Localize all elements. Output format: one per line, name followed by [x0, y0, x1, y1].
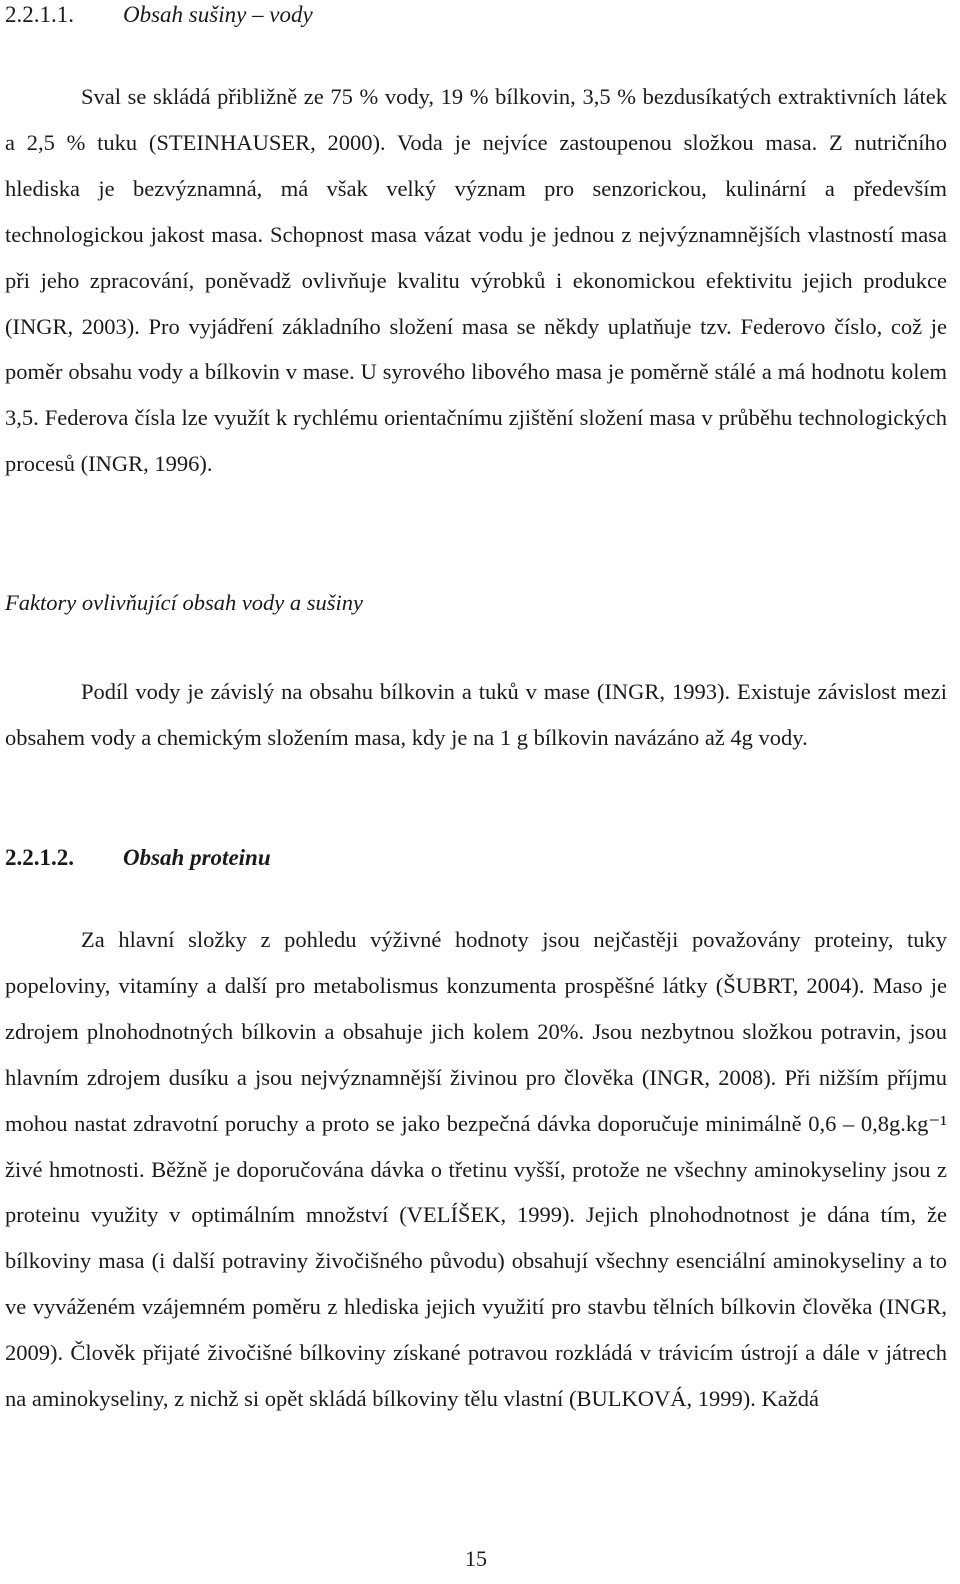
body-paragraph: Podíl vody je závislý na obsahu bílkovin a tuků v mase (INGR, 1993). Existuje závislost mezi obsahem vody a chemickým složením masa, kdy je na 1 g bílkovin navázáno až 4g vody. [5, 679, 947, 750]
body-paragraph: Sval se skládá přibližně ze 75 % vody, 19 % bílkovin, 3,5 % bezdusíkatých extraktivních látek a 2,5 % tuku (STEINHAUSER, 2000). Voda je nejvíce zastoupenou složkou masa. Z nutričního hlediska je bezvýznamná, má však velký význam pro senzorickou, kulinární a především technologickou jakost masa. Schopnost masa vázat vodu je jednou z nejvýznamnějších vlastností masa při jeho zpracování, poněvadž ovlivňuje kvalitu výrobků i ekonomickou efektivitu jejich produkce (INGR, 2003). Pro vyjádření základního složení masa se někdy uplatňuje tzv. Federovo číslo, což je poměr obsahu vody a bílkovin v mase. U syrového libového masa je poměrně stálé a má hodnotu kolem 3,5. Federova čísla lze využít k rychlému orientačnímu zjištění složení masa v průběhu technologických procesů (INGR, 1996). [5, 84, 947, 477]
section-title: Obsah proteinu [123, 845, 271, 870]
section-number: 2.2.1.2. [5, 845, 74, 870]
section-title: Obsah sušiny – vody [123, 2, 313, 27]
page-number: 15 [465, 1546, 487, 1571]
section-heading-2-2-1-2 [5, 843, 271, 873]
body-paragraph: Za hlavní složky z pohledu výživné hodnoty jsou nejčastěji považovány proteiny, tuky popeloviny, vitamíny a další pro metabolismus konzumenta prospěšné látky (ŠUBRT, 2004). Maso je zdrojem plnohodnotných bílkovin a obsahuje jich kolem 20%. Jsou nezbytnou složkou potravin, jsou hlavním zdrojem dusíku a jsou nejvýznamnější živinou pro člověka (INGR, 2008). Při nižším příjmu mohou nastat zdravotní poruchy a proto se jako bezpečná dávka doporučuje minimálně 0,6 – 0,8g.kg⁻¹ živé hmotnosti. Běžně je doporučována dávka o třetinu vyšší, protože ne všechny aminokyseliny jsou z proteinu využity v optimálním množství (VELÍŠEK, 1999). Jejich plnohodnotnost je dána tím, že bílkoviny masa (i další potraviny živočišného původu) obsahují všechny esenciální aminokyseliny a to ve vyváženém vzájemném poměru z hlediska jejich využití pro stavbu tělních bílkovin člověka (INGR, 2009). Člověk přijaté živočišné bílkoviny získané potravou rozkládá v trávicím ústrojí a dále v játrech na aminokyseliny, z nichž si opět skládá bílkoviny tělu vlastní (BULKOVÁ, 1999). Každá [5, 927, 947, 1412]
subsection-heading: Faktory ovlivňující obsah vody a sušiny [5, 590, 364, 615]
section-number: 2.2.1.1. [5, 2, 74, 27]
section-heading-2-2-1-1 [5, 0, 313, 30]
